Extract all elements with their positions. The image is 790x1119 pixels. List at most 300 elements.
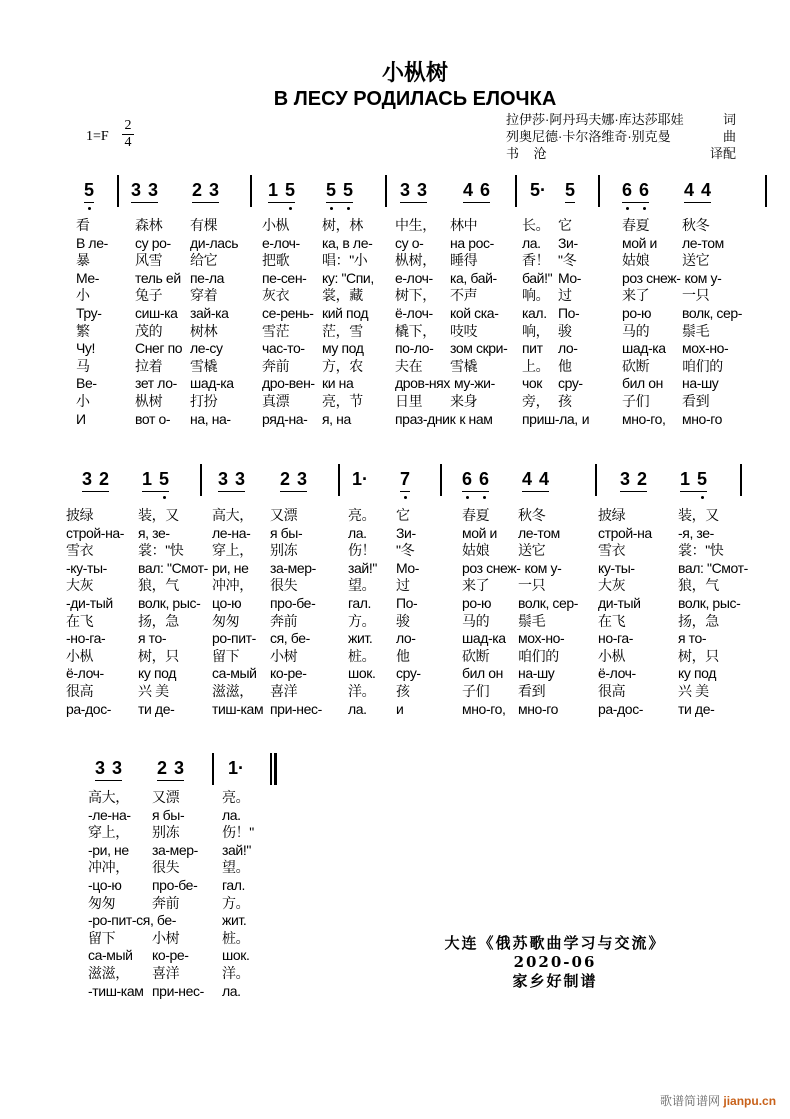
lyric-syllable: вал: "Смот- [138, 559, 208, 576]
note-digit: 2 [157, 758, 168, 778]
note-digit: 3 [95, 758, 106, 778]
lyric-syllable: бил он [622, 375, 664, 392]
lyric-syllable: 喜洋 [152, 965, 180, 981]
lyric-syllable: сиш-ка [135, 305, 178, 321]
lyric-syllable: 扬，急 [138, 612, 179, 629]
lyric-syllable: 子们 [622, 393, 650, 409]
note-digit: 7 [400, 469, 411, 489]
credit-lyricist [506, 111, 736, 128]
note [95, 758, 105, 778]
lyric-syllable: 小枞 [598, 647, 626, 664]
lyric-syllable: по-ло- [395, 340, 434, 357]
lyric-syllable: 它 [396, 507, 410, 523]
low-octave-dot [289, 207, 292, 210]
lyric-syllable: я, на [322, 410, 351, 427]
lyric-syllable: 秋冬 [518, 507, 546, 523]
lyric-syllable: 树，只 [678, 647, 719, 664]
lyric-syllable: 大灰 [66, 577, 94, 594]
note [112, 758, 122, 778]
lyric-syllable: 亮，节 [322, 393, 363, 409]
note-digit: 3 [112, 758, 123, 778]
lyric-syllable: но-га- [598, 630, 634, 647]
lyric-syllable: 过 [558, 287, 572, 304]
note [400, 180, 410, 200]
lyric-syllable: -ро-пит-ся, бе- [88, 912, 177, 929]
lyric-syllable: 雪橇 [450, 357, 478, 374]
lyric-syllable: ку под [678, 665, 717, 682]
lyric-syllable: 匆匆 [212, 612, 240, 629]
lyric-syllable: 看到 [518, 683, 546, 699]
lyric-syllable: волк, рыс- [138, 595, 201, 611]
lyric-syllable: 大灰 [598, 577, 626, 594]
lyric-syllable: 裳："快 [678, 542, 724, 559]
lyric-syllable: ка, в ле- [322, 234, 373, 251]
lyric-syllable: 来了 [622, 287, 650, 304]
title-russian: В ЛЕСУ РОДИЛАСЬ ЕЛОЧКА [273, 88, 557, 110]
lyric-syllable: ло- [558, 340, 578, 357]
note-digit: 1· [352, 469, 369, 489]
lyric-syllable: 扬，急 [678, 612, 719, 629]
note [462, 469, 472, 489]
lyric-syllable: 洋。 [222, 965, 250, 981]
lyric-syllable: 喜洋 [270, 683, 298, 699]
note-digit: 3 [400, 180, 411, 200]
lyric-syllable: вал: "Смот- [678, 559, 748, 576]
lyric-syllable: 很高 [66, 683, 94, 699]
lyric-syllable: ку: "Спи, [322, 269, 374, 286]
lyric-syllable: 披绿 [66, 507, 94, 523]
note-digit: 3 [148, 180, 159, 200]
lyric-syllable: ла. [348, 524, 367, 541]
lyric-syllable: я то- [138, 630, 167, 647]
note [352, 469, 368, 489]
lyric-syllable: 一只 [518, 577, 546, 594]
lyric-syllable: жит. [222, 912, 247, 929]
note [326, 180, 336, 200]
lyric-syllable: Ме- [76, 269, 100, 286]
note-group [157, 758, 184, 781]
note [84, 180, 94, 200]
lyric-syllable: -цо-ю [88, 877, 122, 893]
lyric-syllable: ро-пит- [212, 630, 256, 647]
lyric-syllable: я то- [678, 630, 707, 647]
lyric-syllable: 马 [76, 357, 90, 374]
lyric-syllable: 姑娘 [622, 252, 650, 269]
credit-composer [506, 128, 736, 145]
note [131, 180, 141, 200]
barline [440, 464, 442, 496]
lyric-syllable: жит. [348, 630, 373, 647]
lyric-syllable: мох-но- [518, 630, 565, 647]
footer-date: 2020-06 [513, 953, 597, 971]
lyric-syllable: дров-нях [395, 375, 450, 392]
lyric-syllable: 林中 [450, 217, 478, 233]
note-digit: 6 [480, 180, 491, 200]
lyric-syllable: 春夏 [622, 217, 650, 233]
lyric-syllable: шад-ка [190, 375, 234, 392]
lyric-syllable: шад-ка [622, 340, 666, 357]
lyric-syllable: 树，只 [138, 647, 179, 664]
lyric-syllable: 有棵 [190, 217, 218, 233]
lyric-syllable: 又漂 [270, 507, 298, 523]
barline [200, 464, 202, 496]
lyric-syllable: 伤！" [222, 824, 254, 841]
lyric-syllable: 奔前 [262, 357, 290, 374]
lyric-syllable: про-бе- [270, 595, 316, 611]
lyric-syllable: при-нес- [152, 982, 204, 999]
note-digit: 6 [639, 180, 650, 200]
lyric-syllable: 枞树， [395, 252, 436, 269]
low-octave-dot [347, 207, 350, 210]
lyric-syllable: тиш-кам [212, 700, 264, 717]
low-octave-dot [88, 207, 91, 210]
note [82, 469, 92, 489]
lyric-syllable: 装，又 [138, 507, 179, 523]
lyric-syllable: 方，农 [322, 357, 363, 374]
lyric-syllable: 小枞 [66, 647, 94, 664]
lyric-syllable: 孩 [396, 683, 410, 699]
lyric-syllable: ти де- [678, 700, 715, 717]
lyric-syllable: 森林 [135, 217, 163, 233]
lyric-syllable: 穿上， [212, 542, 253, 559]
lyric-syllable: 雪衣 [598, 542, 626, 559]
note-digit: 3 [218, 469, 229, 489]
lyric-syllable: зет ло- [135, 375, 177, 392]
lyric-syllable: 马的 [462, 612, 490, 629]
lyric-syllable: По- [558, 305, 580, 321]
note [522, 469, 532, 489]
barline [385, 175, 387, 207]
lyric-syllable: су ро- [135, 234, 171, 251]
lyric-syllable: су о- [395, 234, 424, 251]
lyric-syllable: 送它 [518, 542, 546, 559]
lyric-syllable: ро-ю [622, 305, 652, 321]
note-digit: 3 [209, 180, 220, 200]
note-digit: 5· [530, 180, 547, 200]
note [157, 758, 167, 778]
lyric-syllable: и [396, 700, 404, 717]
note [218, 469, 228, 489]
lyric-syllable: 别冻 [270, 542, 298, 559]
note [565, 180, 575, 200]
lyric-syllable: 雪茫 [262, 322, 290, 339]
lyric-syllable: Ве- [76, 375, 97, 392]
lyric-syllable: 看 [76, 217, 90, 233]
lyric-syllable: 小 [76, 287, 90, 304]
lyric-syllable: на рос- [450, 234, 494, 251]
lyric-syllable: мой и [462, 524, 497, 541]
note-group [142, 469, 169, 492]
footer [410, 934, 700, 991]
lyric-syllable: 响。 [522, 287, 550, 304]
lyric-syllable: 方。 [222, 894, 250, 911]
lyric-syllable: ти де- [138, 700, 175, 717]
note [637, 469, 647, 489]
note-group [268, 180, 295, 203]
barline [250, 175, 252, 207]
lyric-syllable: 亮。 [348, 507, 376, 523]
note [209, 180, 219, 200]
lyric-syllable: роз снеж- [622, 269, 681, 286]
lyric-syllable: я бы- [152, 806, 185, 823]
lyric-syllable: 旁， [522, 393, 550, 409]
note-group [462, 469, 489, 492]
note [530, 180, 546, 200]
lyric-syllable: ле-на- [212, 524, 251, 541]
note-digit: 5 [285, 180, 296, 200]
footer-maker: 家乡好制谱 [512, 972, 598, 990]
lyric-syllable: кал. [522, 305, 547, 321]
note-digit: 5 [159, 469, 170, 489]
note [297, 469, 307, 489]
lyric-syllable: 穿着 [190, 287, 218, 304]
lyric-syllable: ра-дос- [66, 700, 112, 717]
watermark [660, 1092, 776, 1109]
lyric-syllable: 茫，雪 [322, 322, 363, 339]
lyric-syllable: 夫在 [395, 357, 423, 374]
note-digit: 6 [479, 469, 490, 489]
watermark-url: jianpu.cn [723, 1094, 777, 1108]
lyric-syllable: мно-го, [462, 700, 506, 717]
lyric-syllable: му-жи- [453, 375, 495, 392]
lyric-syllable: роз снеж- [462, 559, 521, 576]
barline [740, 464, 742, 496]
note-digit: 2 [637, 469, 648, 489]
lyric-syllable: 奔前 [270, 612, 298, 629]
lyric-syllable: к нам [459, 410, 493, 427]
note [285, 180, 295, 200]
lyric-syllable: е-лоч- [395, 269, 433, 286]
lyric-syllable: 秋冬 [682, 217, 710, 233]
lyric-syllable: 留下 [88, 929, 116, 946]
note-digit: 4 [463, 180, 474, 200]
lyric-syllable: Тру- [76, 305, 102, 321]
lyric-syllable: 看到 [682, 393, 710, 409]
lyric-syllable: 给它 [190, 252, 218, 269]
lyric-syllable: бай!" [522, 269, 553, 286]
lyric-syllable: гал. [348, 595, 372, 611]
note [99, 469, 109, 489]
note-group [463, 180, 490, 203]
note-group [620, 469, 647, 492]
lyric-syllable: 在飞 [66, 612, 94, 629]
lyric-syllable: кой ска- [450, 305, 499, 321]
lyric-syllable: 树下， [395, 287, 436, 304]
lyric-syllable: 不声 [450, 287, 478, 304]
note-group [530, 180, 546, 200]
lyric-syllable: 长。 [522, 217, 550, 233]
lyric-syllable: -ди-тый [66, 595, 113, 611]
lyric-syllable: се-рень- [262, 305, 314, 321]
lyric-syllable: Зи- [396, 524, 416, 541]
lyric-syllable: мно-го, [622, 410, 666, 427]
lyric-syllable: 一只 [682, 287, 710, 304]
lyric-syllable: 留下 [212, 647, 240, 664]
time-signature-bottom: 4 [124, 135, 132, 150]
lyric-syllable: 鬃毛 [682, 322, 710, 339]
note-digit: 1 [142, 469, 153, 489]
lyric-syllable: 望。 [348, 577, 376, 594]
lyric-syllable: ло- [396, 630, 416, 647]
note-digit: 1· [228, 758, 245, 778]
lyric-syllable: 冲冲， [212, 577, 253, 594]
barline [515, 175, 517, 207]
lyric-syllable: я бы- [270, 524, 303, 541]
lyric-syllable: 裳，藏 [322, 287, 363, 304]
note-digit: 5 [565, 180, 576, 200]
lyric-syllable: 狼，气 [678, 577, 719, 594]
lyric-syllable: 吱吱 [450, 322, 478, 339]
note-group [522, 469, 549, 492]
note-digit: 4 [684, 180, 695, 200]
low-octave-dot [643, 207, 646, 210]
note [343, 180, 353, 200]
barline [765, 175, 767, 207]
lyric-syllable: 小枞 [262, 217, 290, 233]
lyric-syllable: 茂的 [135, 322, 163, 339]
time-signature-top: 2 [124, 118, 132, 133]
note-group [684, 180, 711, 203]
lyric-syllable: Мо- [558, 269, 582, 286]
note-digit: 4 [701, 180, 712, 200]
lyric-syllable: сру- [558, 375, 583, 392]
lyric-syllable: Чу! [76, 340, 96, 357]
lyric-syllable: 繁 [76, 322, 90, 339]
lyric-syllable: мно-го [682, 410, 722, 427]
lyric-syllable: праз-дник [395, 410, 456, 427]
lyric-syllable: 砍断 [622, 357, 650, 374]
lyric-syllable: 他 [396, 647, 410, 664]
lyric-syllable: про-бе- [152, 877, 198, 893]
low-octave-dot [404, 496, 407, 499]
lyric-syllable: 睡得 [450, 252, 478, 269]
lyric-syllable: волк, сер- [682, 305, 743, 321]
lyric-syllable: Зи- [558, 234, 578, 251]
lyric-syllable: пе-ла [190, 269, 224, 286]
lyric-syllable: 咱们的 [518, 647, 559, 664]
note-digit: 1 [268, 180, 279, 200]
lyric-syllable: зай-ка [190, 305, 229, 321]
lyric-syllable: строй-на- [66, 524, 125, 541]
lyric-syllable: 奔前 [152, 894, 180, 911]
note [280, 469, 290, 489]
note-digit: 4 [539, 469, 550, 489]
note [174, 758, 184, 778]
note-group [352, 469, 368, 489]
lyric-syllable: мно-го [518, 700, 558, 717]
barline [338, 464, 340, 496]
barline [595, 464, 597, 496]
lyric-syllable: 鬃毛 [518, 612, 546, 629]
lyric-syllable: 中生， [395, 217, 436, 233]
lyric-syllable: ри, не [212, 559, 249, 576]
note [539, 469, 549, 489]
lyric-syllable: И [76, 410, 86, 427]
lyric-syllable: 桩。 [222, 929, 250, 946]
credit-name: 列奥尼德·卡尔洛维奇·别克曼 [506, 129, 671, 144]
lyric-syllable: 兔子 [135, 287, 163, 304]
lyric-syllable: мой и [622, 234, 657, 251]
note-digit: 3 [131, 180, 142, 200]
lyric-syllable: 穿上， [88, 824, 129, 841]
lyric-syllable: ком у- [684, 269, 722, 286]
lyric-syllable: е-лоч- [262, 234, 300, 251]
low-octave-dot [466, 496, 469, 499]
note-group [400, 180, 427, 203]
footer-group: 大连《俄苏歌曲学习与交流》 [444, 934, 666, 952]
low-octave-dot [330, 207, 333, 210]
note-group [218, 469, 245, 492]
lyric-syllable: ди-тый [598, 595, 641, 611]
note-digit: 2 [99, 469, 110, 489]
lyric-syllable: зай!" [348, 559, 377, 576]
lyric-syllable: 把歌 [262, 252, 290, 269]
lyric-syllable: 打扮 [190, 393, 218, 409]
lyric-syllable: 别冻 [152, 824, 180, 841]
lyric-syllable: 兴 美 [678, 683, 709, 699]
lyric-syllable: пе-сен- [262, 269, 307, 286]
lyric-syllable: за-мер- [270, 559, 316, 576]
lyric-syllable: тель ей [135, 269, 181, 286]
lyric-syllable: 桩。 [348, 647, 376, 664]
lyric-syllable: му под [322, 340, 364, 357]
lyric-syllable: 他 [558, 357, 572, 374]
note-digit: 6 [462, 469, 473, 489]
lyric-syllable: "冬 [558, 252, 577, 269]
note-digit: 4 [522, 469, 533, 489]
note [479, 469, 489, 489]
lyric-syllable: 来了 [462, 577, 490, 594]
lyric-syllable: 暴 [76, 252, 90, 269]
lyric-syllable: ё-лоч- [395, 305, 433, 321]
lyric-syllable: 很失 [152, 859, 180, 876]
lyric-syllable: -ри, не [88, 841, 129, 858]
lyric-syllable: 拉着 [135, 357, 163, 374]
lyric-syllable: строй-на [598, 524, 652, 541]
note-digit: 2 [280, 469, 291, 489]
credit-translator [506, 145, 736, 162]
lyric-syllable: Снег по [135, 340, 183, 357]
lyric-syllable: В ле- [76, 234, 108, 251]
note-digit: 3 [297, 469, 308, 489]
note-digit: 5 [84, 180, 95, 200]
lyric-syllable: 很失 [270, 577, 298, 594]
lyric-syllable: ро-ю [462, 595, 492, 611]
lyric-syllable: -я, зе- [678, 524, 714, 541]
note-group [95, 758, 122, 781]
lyric-syllable: 上。 [522, 357, 550, 374]
lyric-syllable: ла. [222, 806, 241, 823]
note-digit: 3 [620, 469, 631, 489]
credit-role: 曲 [722, 129, 736, 144]
lyric-syllable: 咱们的 [682, 357, 723, 374]
lyric-syllable: 真漂 [262, 393, 290, 409]
note-group [622, 180, 649, 203]
note-group [400, 469, 410, 492]
note-group [280, 469, 307, 492]
note [480, 180, 490, 200]
note-group [192, 180, 219, 203]
lyric-syllable: ка, бай- [450, 269, 497, 286]
lyric-syllable: 方。 [348, 612, 376, 629]
lyric-syllable: 雪衣 [66, 542, 94, 559]
note-group [680, 469, 707, 492]
lyric-syllable: 在飞 [598, 612, 626, 629]
lyric-syllable: 滋滋， [212, 683, 253, 699]
low-octave-dot [701, 496, 704, 499]
note-digit: 3 [235, 469, 246, 489]
note-digit: 3 [417, 180, 428, 200]
